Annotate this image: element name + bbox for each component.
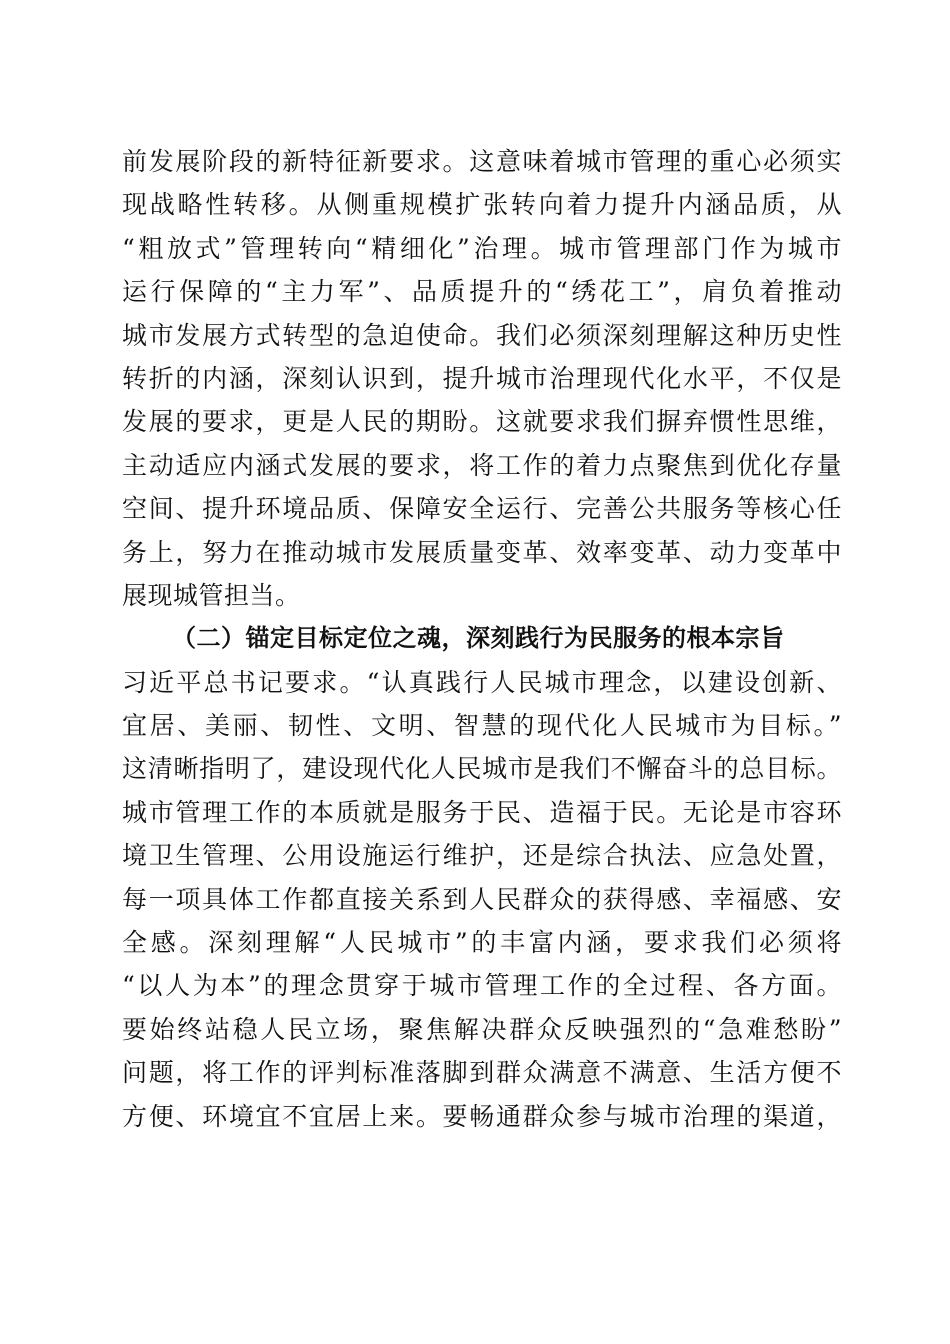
text-line: 习近平总书记要求。“认真践行人民城市理念，以建设创新、 [122, 667, 842, 697]
text-line: 务上，努力在推动城市发展质量变革、效率变革、动力变革中 [122, 537, 842, 567]
text-line: 主动适应内涵式发展的要求，将工作的着力点聚焦到优化存量 [122, 450, 842, 480]
text-line: 境卫生管理、公用设施运行维护，还是综合执法、应急处置， [122, 841, 842, 871]
section-heading: （二）锚定目标定位之魂，深刻践行为民服务的根本宗旨 [172, 624, 785, 653]
text-line: 方便、环境宜不宜居上来。要畅通群众参与城市治理的渠道， [122, 1101, 842, 1131]
text-line: 城市发展方式转型的急迫使命。我们必须深刻理解这种历史性 [122, 320, 842, 350]
text-line: 要始终站稳人民立场，聚焦解决群众反映强烈的“急难愁盼” [122, 1014, 842, 1044]
text-line: 前发展阶段的新特征新要求。这意味着城市管理的重心必须实 [122, 147, 842, 176]
text-line: “粗放式”管理转向“精细化”治理。城市管理部门作为城市 [122, 233, 842, 263]
text-line: 展现城管担当。 [122, 580, 301, 610]
text-line: 宜居、美丽、韧性、文明、智慧的现代化人民城市为目标。” [122, 711, 842, 741]
text-line: 这清晰指明了，建设现代化人民城市是我们不懈奋斗的总目标。 [122, 754, 842, 784]
text-line: 城市管理工作的本质就是服务于民、造福于民。无论是市容环 [122, 797, 842, 827]
text-line: 每一项具体工作都直接关系到人民群众的获得感、幸福感、安 [122, 884, 842, 914]
text-line: 全感。深刻理解“人民城市”的丰富内涵，要求我们必须将 [122, 928, 842, 958]
text-line: 现战略性转移。从侧重规模扩张转向着力提升内涵品质，从 [122, 190, 842, 220]
text-line: 问题，将工作的评判标准落脚到群众满意不满意、生活方便不 [122, 1058, 842, 1088]
text-line: “以人为本”的理念贯穿于城市管理工作的全过程、各方面。 [122, 971, 842, 1001]
text-line: 空间、提升环境品质、保障安全运行、完善公共服务等核心任 [122, 494, 842, 524]
text-line: 发展的要求，更是人民的期盼。这就要求我们摒弃惯性思维， [122, 407, 842, 437]
text-line: 转折的内涵，深刻认识到，提升城市治理现代化水平，不仅是 [122, 363, 842, 393]
document-body [122, 140, 842, 1138]
text-line: 运行保障的“主力军”、品质提升的“绣花工”，肩负着推动 [122, 277, 842, 307]
